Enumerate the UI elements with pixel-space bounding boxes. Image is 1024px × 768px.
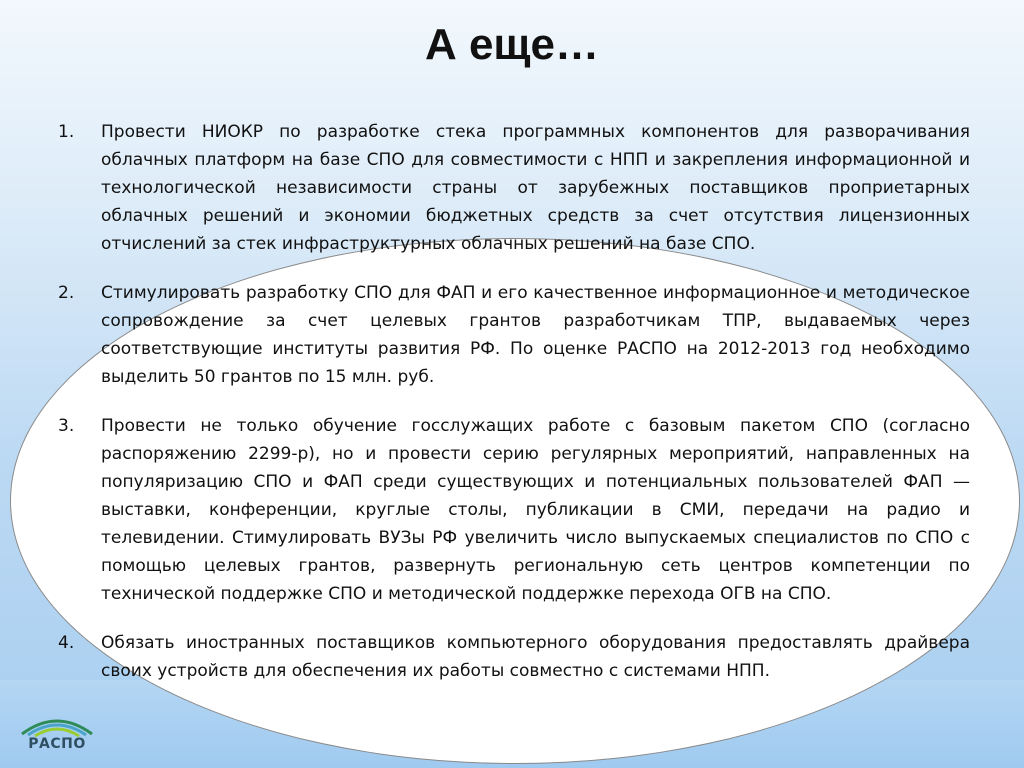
logo-label: РАСПО bbox=[28, 736, 86, 752]
item-number: 1. bbox=[58, 122, 75, 142]
proposal-list bbox=[58, 118, 970, 706]
item-number: 2. bbox=[58, 283, 75, 303]
list-item bbox=[58, 279, 970, 391]
slide-title: А еще… bbox=[424, 20, 600, 69]
item-text: Провести НИОКР по разработке стека программных компонентов для разворачивания облачных платформ на базе СПО для совместимости с НПП и закрепления информационной и технологической независимости страны от зарубежных поставщиков проприетарных облачных решений и экономии бюджетных средств за счет отсутствия лицензионных отчислений за стек инфраструктурных облачных решений на базе СПО. bbox=[101, 122, 970, 254]
raspo-logo bbox=[12, 708, 102, 764]
item-text: Провести не только обучение госслужащих работе с базовым пакетом СПО (согласно распоряжению 2299-р), но и провести серию регулярных мероприятий, направленных на популяризацию СПО и ФАП среди существующих и потенциальных пользователей ФАП — выставки, конференции, круглые столы, публикации в СМИ, передачи на радио и телевидении. Стимулировать ВУЗы РФ увеличить число выпускаемых специалистов по СПО с помощью целевых грантов, развернуть региональную сеть центров компетенции по технической поддержке СПО и методической поддержке перехода ОГВ на СПО. bbox=[101, 416, 970, 604]
list-item bbox=[58, 412, 970, 608]
arc-logo-icon bbox=[18, 708, 96, 738]
item-number: 3. bbox=[58, 416, 75, 436]
item-text: Обязать иностранных поставщиков компьютерного оборудования предоставлять драйвера своих устройств для обеспечения их работы совместно с системами НПП. bbox=[101, 633, 970, 681]
list-item bbox=[58, 629, 970, 685]
list-item bbox=[58, 118, 970, 258]
item-text: Стимулировать разработку СПО для ФАП и его качественное информационное и методическое сопровождение за счет целевых грантов разработчикам ТПР, выдаваемых через соответствующие институты развития РФ. По оценке РАСПО на 2012-2013 год необходимо выделить 50 грантов по 15 млн. руб. bbox=[101, 283, 970, 387]
item-number: 4. bbox=[58, 633, 75, 653]
